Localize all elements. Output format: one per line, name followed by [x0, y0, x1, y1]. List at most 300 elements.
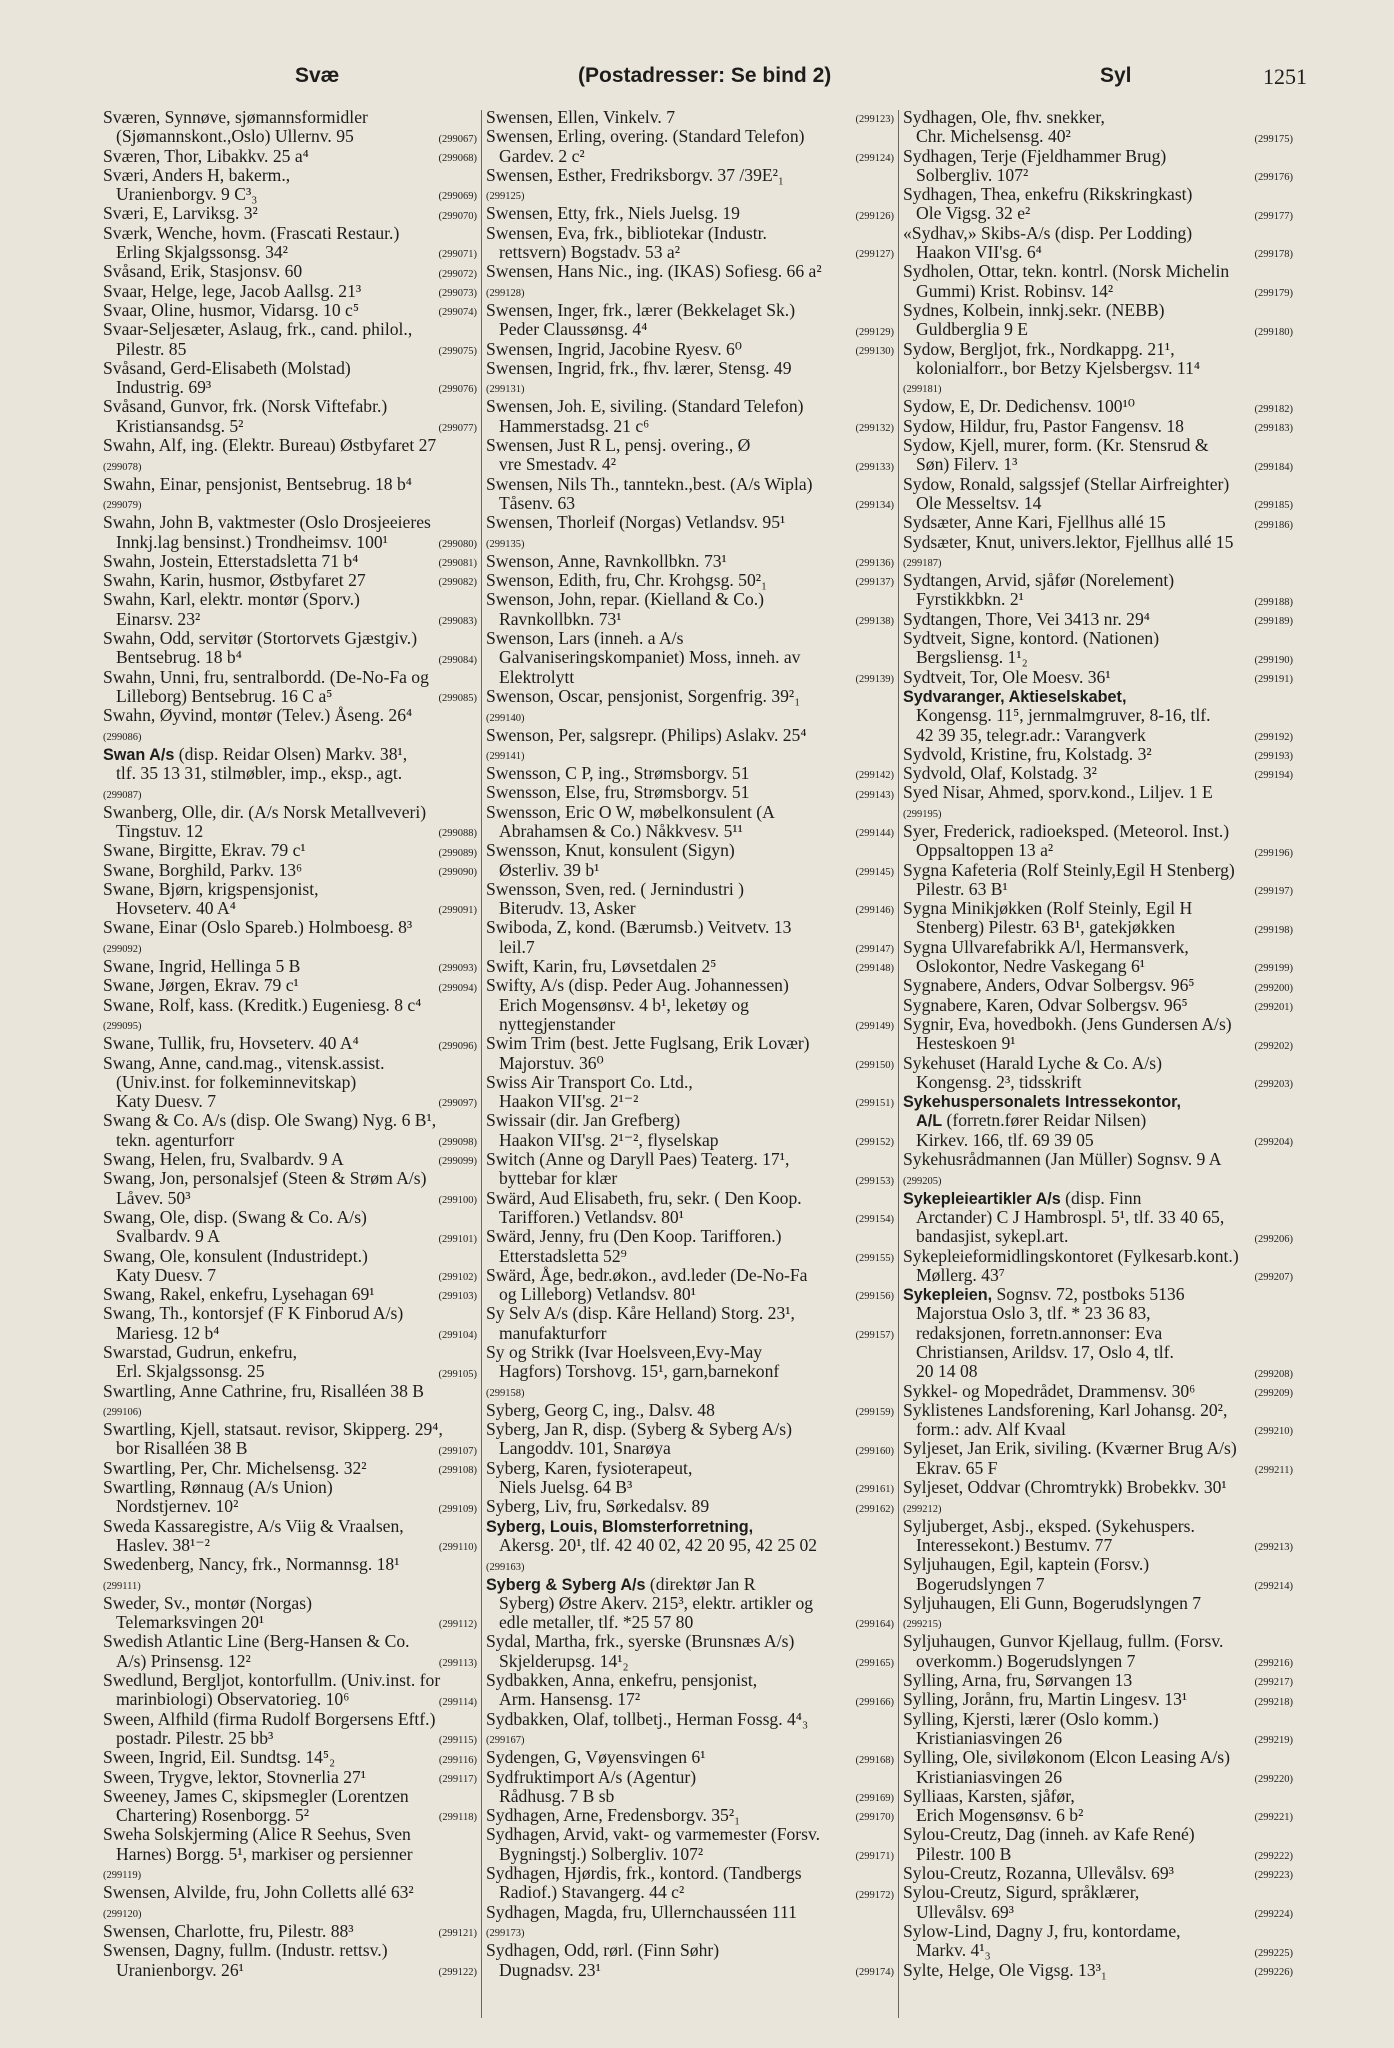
listing-text: Majorstua Oslo 3, tlf. * 23 36 83,: [916, 1304, 1151, 1324]
listing-text: Sværen, Thor, Libakkv. 25 a⁴: [103, 146, 309, 166]
listing-line: [903, 1420, 1293, 1439]
listing-text: (disp. Reidar Olsen) Markv. 38¹,: [174, 744, 408, 764]
listing-line: [903, 533, 1293, 552]
listing-number: (299140): [486, 712, 525, 724]
listing-line: [903, 1864, 1293, 1883]
listing-text: Swane, Borghild, Parkv. 13⁶: [103, 860, 303, 880]
listing-number: (299074): [438, 307, 477, 319]
listing-text: Akersg. 20¹, tlf. 42 40 02, 42 20 95, 42 25 02: [499, 1535, 818, 1555]
listing-text: Sydow, Kjell, murer, form. (Kr. Stensrud &: [903, 436, 1209, 456]
listing-line: [903, 1690, 1293, 1709]
listing-number: (299210): [1254, 1426, 1293, 1438]
listing-line: [486, 1961, 894, 1980]
listing-text: Fyrstikkbkn. 2¹: [916, 590, 1024, 610]
listing-number: (299194): [1254, 770, 1293, 782]
listing-text: Swane, Birgitte, Ekrav. 79 c¹: [103, 841, 306, 861]
listing-text: Pilestr. 63 B¹: [916, 879, 1008, 899]
listing-line: [486, 397, 894, 416]
listing-number: (299154): [855, 1214, 894, 1226]
listing-text: Sydfruktimport A/s (Agentur): [486, 1767, 697, 1787]
listing-number: (299079): [103, 500, 142, 512]
listing-number: (299082): [438, 577, 477, 589]
listing-text: Syberg, Georg C, ing., Dalsv. 48: [486, 1400, 715, 1420]
listing-line: [903, 1073, 1293, 1092]
listing-number: (299224): [1254, 1908, 1293, 1920]
listing-line: [486, 1362, 894, 1381]
listing-line: [103, 455, 477, 474]
listing-text: (direktør Jan R: [645, 1574, 756, 1594]
listing-line: [486, 1941, 894, 1960]
listing-text: Ole Vigsg. 32 e²: [916, 204, 1031, 224]
listing-number: (299206): [1254, 1233, 1293, 1245]
listing-line: [486, 861, 894, 880]
listing-number: (299098): [438, 1137, 477, 1149]
listing-line: [486, 976, 894, 995]
listing-text: Swedish Atlantic Line (Berg-Hansen & Co.: [103, 1632, 410, 1652]
listing-text: Sværen, Synnøve, sjømannsformidler: [103, 108, 368, 127]
listing-line: [903, 166, 1293, 185]
listing-text: Hovseterv. 40 A⁴: [116, 899, 236, 919]
listing-line: [486, 1266, 894, 1285]
listing-text: Syberg) Østre Akerv. 215³, elektr. artikler og: [499, 1593, 814, 1613]
listing-text: Swahn, Unni, fru, sentralbordd. (De-No-Fa og: [103, 667, 429, 687]
listing-text: Etterstadsletta 52⁹: [499, 1246, 627, 1266]
listing-line: [903, 494, 1293, 513]
listing-text: (Sjømannskont.,Oslo) Ullernv. 95: [116, 127, 354, 147]
listing-number: (299126): [855, 210, 894, 222]
listing-number: (299084): [438, 654, 477, 666]
listing-line: [103, 1420, 477, 1439]
listing-line: [486, 455, 894, 474]
listing-line: [903, 1150, 1293, 1169]
listing-text: redaksjonen, forretn.annonser: Eva: [916, 1323, 1163, 1343]
listing-number: (299152): [855, 1137, 894, 1149]
listing-text: Svaar, Helge, lege, Jacob Aallsg. 21³: [103, 281, 362, 301]
listing-text: Swenson, Per, salgsrepr. (Philips) Aslakv. 25⁴: [486, 725, 807, 745]
listing-line: [903, 899, 1293, 918]
listing-line: [903, 610, 1293, 629]
listing-number: (299222): [1254, 1851, 1293, 1863]
listing-text: Oppsaltoppen 13 a²: [916, 841, 1054, 861]
listing-text: Katy Duesv. 7: [116, 1265, 217, 1285]
listing-line: [903, 320, 1293, 339]
listing-line: [103, 359, 477, 378]
listing-line: [486, 513, 894, 532]
listing-line: [103, 1497, 477, 1516]
listing-number: (299178): [1254, 249, 1293, 261]
listing-line: [903, 1478, 1293, 1497]
listing-text: Markv. 4¹₃: [916, 1941, 991, 1961]
listing-line: [903, 668, 1293, 687]
listing-line: [486, 1536, 894, 1555]
listing-line: [486, 127, 894, 146]
listing-text: Erich Mogensønsv. 6 b²: [916, 1806, 1084, 1826]
listing-line: [486, 1459, 894, 1478]
listing-text: Chr. Michelsensg. 40²: [916, 127, 1071, 147]
listing-line: [486, 1401, 894, 1420]
listing-line: [903, 996, 1293, 1015]
listing-text: Harnes) Borgg. 5¹, markiser og persienner: [116, 1844, 413, 1864]
listing-text: Switch (Anne og Daryll Paes) Teaterg. 17¹,: [486, 1150, 790, 1170]
listing-line: [903, 1575, 1293, 1594]
listing-number: (299136): [855, 558, 894, 570]
listing-line: [103, 1266, 477, 1285]
listing-line: [903, 1671, 1293, 1690]
listing-text: Erling Skjalgssonsg. 34²: [116, 243, 288, 263]
listing-line: [103, 1150, 477, 1169]
listing-line: [486, 1671, 894, 1690]
listing-line: [903, 1382, 1293, 1401]
listing-line: [486, 1922, 894, 1941]
listing-line: [903, 764, 1293, 783]
listing-number: (299124): [855, 152, 894, 164]
listing-line: [486, 1575, 894, 1594]
listing-text: Swensen, Alvilde, fru, John Colletts allé 63²: [103, 1883, 414, 1903]
listing-line: [103, 417, 477, 436]
listing-line: [103, 1054, 477, 1073]
listing-line: [903, 1092, 1293, 1111]
listing-text: Swensson, Else, fru, Strømsborgv. 51: [486, 783, 750, 803]
listing-number: (299212): [903, 1503, 942, 1515]
listing-number: (299132): [855, 423, 894, 435]
listing-number: (299226): [1254, 1966, 1293, 1978]
listing-number: (299117): [438, 1773, 477, 1785]
listing-bold-name: Sykepleieartikler A/s: [903, 1189, 1061, 1208]
listing-text: Sween, Ingrid, Eil. Sundtsg. 14⁵₂: [103, 1748, 336, 1768]
listing-line: [903, 1768, 1293, 1787]
listing-number: (299075): [438, 345, 477, 357]
listing-line: [903, 571, 1293, 590]
listing-line: [103, 533, 477, 552]
listing-text: Gardev. 2 c²: [499, 146, 585, 166]
listing-line: [103, 1382, 477, 1401]
listing-text: marinbiologi) Observatorieg. 10⁶: [116, 1690, 350, 1710]
listing-line: [903, 1459, 1293, 1478]
listing-line: [103, 1594, 477, 1613]
listing-text: (forretn.fører Reidar Nilsen): [942, 1111, 1147, 1131]
listing-text: Skjelderupsg. 14¹₂: [499, 1651, 629, 1671]
listing-number: (299085): [438, 693, 477, 705]
listing-line: [903, 1555, 1293, 1574]
listing-text: Sykkel- og Mopedrådet, Drammensv. 30⁶: [903, 1381, 1196, 1401]
listing-number: (299073): [438, 287, 477, 299]
listing-text: Oslokontor, Nedre Vaskegang 6¹: [916, 957, 1146, 977]
listing-number: (299204): [1254, 1137, 1293, 1149]
listing-line: [903, 1729, 1293, 1748]
listing-text: Kongensg. 11⁵, jernmalmgruver, 8-16, tlf.: [916, 706, 1211, 726]
listing-line: [103, 590, 477, 609]
listing-line: [486, 204, 894, 223]
listing-line: [103, 610, 477, 629]
listing-bold-name: Swan A/s: [103, 745, 175, 764]
listing-line: [903, 1324, 1293, 1343]
listing-line: [486, 571, 894, 590]
listing-text: Swahn, John B, vaktmester (Oslo Drosjeeieres: [103, 513, 431, 533]
listing-line: [103, 629, 477, 648]
listing-line: [486, 1285, 894, 1304]
listing-text: Christiansen, Arildsv. 17, Oslo 4, tlf.: [916, 1343, 1174, 1362]
listing-line: [486, 899, 894, 918]
listing-line: [903, 1941, 1293, 1960]
listing-line: [103, 1517, 477, 1536]
listing-line: [903, 822, 1293, 841]
listing-number: (299142): [855, 770, 894, 782]
listing-text: Sylling, Ole, siviløkonom (Elcon Leasing A/s): [903, 1748, 1230, 1768]
listing-text: Swensen, Erling, overing. (Standard Telefon): [486, 127, 805, 147]
listing-text: rettsvern) Bogstadv. 53 a²: [499, 243, 681, 263]
listing-line: [486, 243, 894, 262]
listing-line: [486, 1208, 894, 1227]
listing-text: Swang, Ole, disp. (Swang & Co. A/s): [103, 1207, 367, 1227]
listing-line: [103, 1015, 477, 1034]
listing-text: Swang, Jon, personalsjef (Steen & Strøm A/s): [103, 1169, 427, 1189]
listing-text: Swedlund, Bergljot, kontorfullm. (Univ.inst. for: [103, 1671, 441, 1691]
listing-line: [103, 1710, 477, 1729]
listing-line: [903, 783, 1293, 802]
listing-text: Arm. Hansensg. 17²: [499, 1690, 641, 1710]
listing-text: Interessekont.) Bestumv. 77: [916, 1535, 1113, 1555]
listing-line: [903, 938, 1293, 957]
listing-line: [903, 1227, 1293, 1246]
listing-text: Syer, Frederick, radioeksped. (Meteorol. Inst.): [903, 821, 1230, 841]
listing-text: Swensen, Charlotte, fru, Pilestr. 88³: [103, 1921, 354, 1941]
listing-number: (299151): [855, 1098, 894, 1110]
listing-number: (299167): [486, 1735, 525, 1747]
listing-text: Swensen, Inger, frk., lærer (Bekkelaget Sk.): [486, 300, 796, 320]
listing-line: [903, 378, 1293, 397]
listing-number: (299118): [438, 1812, 477, 1824]
listing-line: [486, 282, 894, 301]
listing-number: (299159): [855, 1407, 894, 1419]
listing-text: Gummi) Krist. Robinsv. 14²: [916, 281, 1114, 301]
listing-text: Swärd, Aud Elisabeth, fru, sekr. ( Den Koop.: [486, 1188, 802, 1208]
listing-text: Tingstuv. 12: [116, 821, 204, 841]
listing-text: Sydtveit, Signe, kontord. (Nationen): [903, 629, 1160, 649]
listing-text: Chartering) Rosenborgg. 5²: [116, 1806, 310, 1826]
listing-text: Sydhagen, Ole, fhv. snekker,: [903, 108, 1105, 127]
listing-line: [486, 648, 894, 667]
listing-number: (299169): [855, 1793, 894, 1805]
listing-line: [486, 166, 894, 185]
listing-text: Sydhagen, Terje (Fjeldhammer Brug): [903, 146, 1167, 166]
listing-line: [103, 764, 477, 783]
listing-text: tlf. 35 13 31, stilmøbler, imp., eksp., agt.: [116, 764, 403, 784]
listing-number: (299148): [855, 963, 894, 975]
listing-line: [103, 1092, 477, 1111]
listing-text: Østerliv. 39 b¹: [499, 860, 600, 880]
listing-line: [103, 1690, 477, 1709]
listing-text: Sydsæter, Knut, univers.lektor, Fjellhus allé 15: [903, 532, 1234, 552]
listing-text: Innkj.lag bensinst.) Trondheimsv. 100¹: [116, 532, 388, 552]
listing-number: (299214): [1254, 1580, 1293, 1592]
listing-number: (299107): [438, 1445, 477, 1457]
listing-text: Sydholen, Ottar, tekn. kontrl. (Norsk Michelin: [903, 262, 1230, 282]
listing-text: Sydhagen, Arne, Fredensborgv. 35²₁: [486, 1806, 741, 1826]
listing-number: (299161): [855, 1484, 894, 1496]
listing-number: (299122): [438, 1966, 477, 1978]
listing-line: [486, 1517, 894, 1536]
listing-line: [486, 1150, 894, 1169]
listing-line: [103, 127, 477, 146]
listing-line: [903, 726, 1293, 745]
listing-text: Lilleborg) Bentsebrug. 16 C a⁵: [116, 686, 333, 706]
listing-text: Sylliaas, Karsten, sjåfør,: [903, 1786, 1075, 1806]
listing-line: [103, 1208, 477, 1227]
listing-line: [903, 861, 1293, 880]
listing-line: [903, 1439, 1293, 1458]
listing-line: [903, 1883, 1293, 1902]
listing-text: Swahn, Odd, servitør (Stortorvets Gjæstgiv.): [103, 629, 418, 649]
listing-line: [103, 1073, 477, 1092]
listing-text: Swensson, Eric O W, møbelkonsulent (A: [486, 802, 775, 822]
listing-text: Sydhagen, Thea, enkefru (Rikskringkast): [903, 185, 1193, 205]
listing-line: [486, 224, 894, 243]
listing-text: Erich Mogensønsv. 4 b¹, leketøy og: [499, 995, 749, 1015]
listing-line: [486, 1420, 894, 1439]
listing-text: Swenson, Lars (inneh. a A/s: [486, 629, 684, 649]
listing-text: Sylow-Lind, Dagny J, fru, kontordame,: [903, 1921, 1181, 1941]
listing-number: (299133): [855, 461, 894, 473]
listing-text: Swarstad, Gudrun, enkefru,: [103, 1343, 297, 1362]
listing-text: Mariesg. 12 b⁴: [116, 1323, 220, 1343]
listing-number: (299156): [855, 1291, 894, 1303]
listing-text: Bergsliensg. 1¹₂: [916, 648, 1028, 668]
listing-line: [103, 204, 477, 223]
listing-text: Sylou-Creutz, Dag (inneh. av Kafe René): [903, 1825, 1195, 1845]
listing-line: [486, 262, 894, 281]
listing-line: [486, 1652, 894, 1671]
listing-number: (299070): [438, 210, 477, 222]
listing-text: Radiof.) Stavangerg. 44 c²: [499, 1883, 685, 1903]
listing-line: [103, 1671, 477, 1690]
listing-line: [486, 938, 894, 957]
listing-line: [903, 1710, 1293, 1729]
listing-number: (299213): [1254, 1542, 1293, 1554]
listing-text: Katy Duesv. 7: [116, 1092, 217, 1112]
listing-line: [486, 359, 894, 378]
listing-text: Ekrav. 65 F: [916, 1458, 998, 1478]
listing-number: (299184): [1254, 461, 1293, 473]
listing-text: Haakon VII'sg. 2¹⁻², flyselskap: [499, 1130, 719, 1150]
listing-line: [486, 320, 894, 339]
listing-text: Sydtangen, Thore, Vei 3413 nr. 29⁴: [903, 609, 1150, 629]
listing-number: (299144): [855, 828, 894, 840]
listing-line: [103, 803, 477, 822]
listing-number: (299190): [1254, 654, 1293, 666]
listing-text: Swissair (dir. Jan Grefberg): [486, 1111, 681, 1131]
listing-line: [903, 1247, 1293, 1266]
header-last-entry: Syl: [1100, 64, 1132, 87]
listing-number: (299105): [438, 1368, 477, 1380]
listing-line: [486, 610, 894, 629]
listing-line: [486, 1034, 894, 1053]
listing-text: Swifty, A/s (disp. Peder Aug. Johannessen): [486, 976, 789, 996]
listing-text: leil.7: [499, 937, 535, 957]
listing-line: [486, 1227, 894, 1246]
listing-line: [903, 1922, 1293, 1941]
listing-line: [103, 1922, 477, 1941]
listing-number: (299160): [855, 1445, 894, 1457]
listing-number: (299162): [855, 1503, 894, 1515]
listing-number: (299071): [438, 249, 477, 261]
listing-line: [486, 1054, 894, 1073]
listing-number: (299078): [103, 461, 142, 473]
listing-text: Swift, Karin, fru, Løvsetdalen 2⁵: [486, 957, 717, 977]
listing-line: [486, 668, 894, 687]
listing-text: Sy og Strikk (Ivar Hoelsveen,Evy-May: [486, 1343, 763, 1362]
listing-number: (299175): [1254, 133, 1293, 145]
listing-number: (299164): [855, 1619, 894, 1631]
listing-number: (299068): [438, 152, 477, 164]
listing-line: [486, 629, 894, 648]
listing-line: [103, 1439, 477, 1458]
listing-line: [486, 340, 894, 359]
listing-line: [103, 1941, 477, 1960]
listing-text: Swenson, Oscar, pensjonist, Sorgenfrig. 39²₁: [486, 686, 801, 706]
listing-text: Sydow, Bergljot, frk., Nordkappg. 21¹,: [903, 339, 1175, 359]
listing-line: [486, 1439, 894, 1458]
listing-number: (299208): [1254, 1368, 1293, 1380]
listing-text: Søn) Filerv. 1³: [916, 455, 1018, 475]
listing-line: [486, 1787, 894, 1806]
listing-line: [903, 976, 1293, 995]
listing-text: Syljeset, Oddvar (Chromtrykk) Brobekkv. 30¹: [903, 1478, 1227, 1498]
listing-number: (299125): [486, 191, 525, 203]
listing-line: [103, 1131, 477, 1150]
listing-text: Sydhagen, Odd, rørl. (Finn Søhr): [486, 1941, 720, 1961]
listing-text: Uranienborgv. 26¹: [116, 1960, 244, 1980]
listing-text: Swahn, Alf, ing. (Elektr. Bureau) Østbyfaret 27: [103, 436, 437, 456]
listing-number: (299120): [103, 1908, 142, 1920]
listing-line: [903, 1961, 1293, 1980]
listing-text: Biterudv. 13, Asker: [499, 899, 636, 919]
listing-number: (299172): [855, 1889, 894, 1901]
listing-text: Sykehuset (Harald Lyche & Co. A/s): [903, 1053, 1162, 1073]
listing-bold-name: A/L: [916, 1112, 943, 1131]
listing-text: Swensen, Ingrid, frk., fhv. lærer, Stensg. 49: [486, 358, 792, 378]
listing-line: [486, 1690, 894, 1709]
listing-number: (299092): [103, 944, 142, 956]
listing-text: Svåsand, Erik, Stasjonsv. 60: [103, 262, 303, 282]
listing-text: Hagfors) Torshovg. 15¹, garn,barnekonf: [499, 1362, 780, 1382]
listing-line: [103, 1189, 477, 1208]
listing-text: Hammerstadsg. 21 c⁶: [499, 416, 650, 436]
listing-number: (299196): [1254, 847, 1293, 859]
listing-line: [103, 880, 477, 899]
listing-text: Swensson, Sven, red. ( Jernindustri ): [486, 879, 745, 899]
listing-text: Pilestr. 100 B: [916, 1844, 1012, 1864]
listing-line: [486, 764, 894, 783]
listing-number: (299138): [855, 616, 894, 628]
listing-number: (299201): [1254, 1001, 1293, 1013]
listing-number: (299099): [438, 1156, 477, 1168]
listing-text: nyttegjenstander: [499, 1014, 616, 1034]
listing-line: [103, 513, 477, 532]
listing-line: [103, 436, 477, 455]
listing-line: [486, 841, 894, 860]
listing-text: vre Smestadv. 4²: [499, 455, 617, 475]
listing-number: (299135): [486, 538, 525, 550]
listing-text: Låvev. 50³: [116, 1188, 191, 1208]
listing-line: [903, 1536, 1293, 1555]
listing-number: (299168): [855, 1754, 894, 1766]
listing-line: [103, 648, 477, 667]
listing-number: (299131): [486, 384, 525, 396]
listing-number: (299187): [903, 558, 942, 570]
listing-line: [103, 1652, 477, 1671]
listing-text: Sygnabere, Anders, Odvar Solbergsv. 96⁵: [903, 976, 1195, 996]
listing-line: [486, 436, 894, 455]
